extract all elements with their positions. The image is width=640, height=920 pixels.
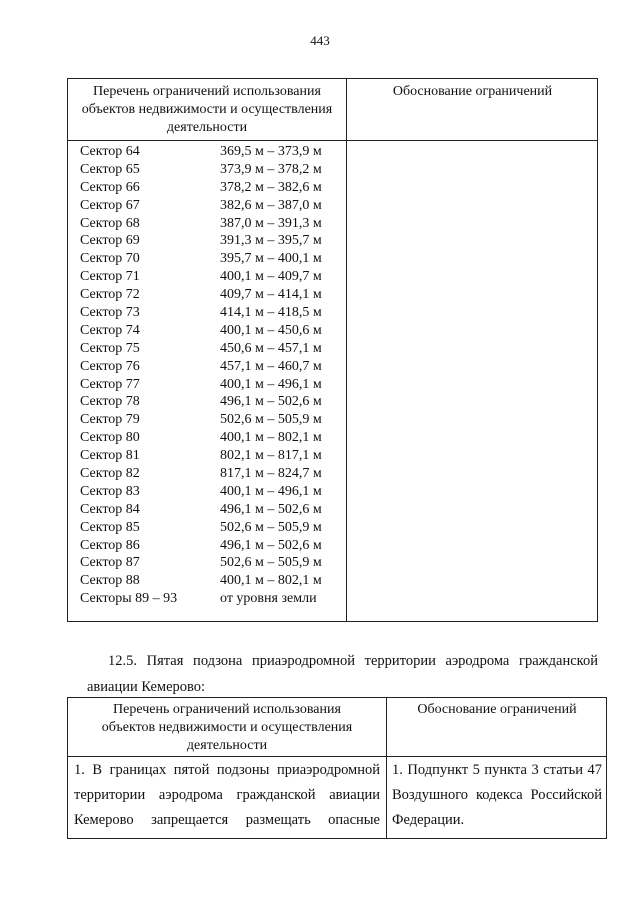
sector-height-range: 400,1 м – 496,1 м [220, 376, 322, 392]
justification-text [392, 758, 602, 833]
sector-row [80, 197, 344, 215]
sector-name: Сектор 80 [80, 430, 140, 446]
sector-name: Сектор 84 [80, 501, 140, 517]
sector-name: Сектор 77 [80, 376, 140, 392]
sector-name: Сектор 72 [80, 287, 140, 303]
sector-height-range: 802,1 м – 817,1 м [220, 448, 322, 464]
sector-height-range: 391,3 м – 395,7 м [220, 233, 322, 249]
header-divider [68, 756, 606, 757]
sector-height-range: 414,1 м – 418,5 м [220, 305, 322, 321]
sector-height-range: 496,1 м – 502,6 м [220, 394, 322, 410]
header-line: объектов недвижимости и осуществления [101, 720, 353, 735]
sector-height-range: 450,6 м – 457,1 м [220, 340, 322, 356]
sector-name: Сектор 74 [80, 322, 140, 338]
sector-row [80, 554, 344, 572]
sector-row [80, 393, 344, 411]
sector-row [80, 572, 344, 590]
text-line: территории аэродрома гражданской авиации [74, 787, 380, 803]
sector-row [80, 304, 344, 322]
sector-height-range: 400,1 м – 450,6 м [220, 322, 322, 338]
text-line: 1. В границах пятой подзоны приаэродромной [74, 762, 380, 778]
sector-name: Сектор 78 [80, 394, 140, 410]
sector-list [80, 143, 344, 608]
sector-height-range: 817,1 м – 824,7 м [220, 466, 322, 482]
restrictions-table-fifth-subzone [67, 697, 607, 839]
sector-row [80, 501, 344, 519]
sector-name: Сектор 87 [80, 555, 140, 571]
header-line: объектов недвижимости и осуществления [81, 102, 333, 117]
sector-row [80, 143, 344, 161]
header-line: Перечень ограничений использования [93, 84, 321, 99]
sector-height-range: 387,0 м – 391,3 м [220, 215, 322, 231]
sector-row [80, 447, 344, 465]
sector-height-range: 400,1 м – 802,1 м [220, 430, 322, 446]
text-line: Воздушного кодекса Российской [392, 787, 602, 803]
header-line: деятельности [186, 738, 268, 753]
column-divider [346, 79, 347, 621]
sector-name: Сектор 68 [80, 215, 140, 231]
page-number: 443 [310, 33, 330, 48]
sector-height-range: 502,6 м – 505,9 м [220, 412, 322, 428]
sector-name: Сектор 86 [80, 537, 140, 553]
sector-row [80, 161, 344, 179]
sector-height-range: 400,1 м – 496,1 м [220, 483, 322, 499]
sector-name: Сектор 71 [80, 269, 140, 285]
sector-height-range: 502,6 м – 505,9 м [220, 555, 322, 571]
sector-name: Сектор 79 [80, 412, 140, 428]
sector-height-range: 373,9 м – 378,2 м [220, 161, 322, 177]
sector-name: Сектор 70 [80, 251, 140, 267]
sector-row [80, 322, 344, 340]
sector-row [80, 286, 344, 304]
sector-row [80, 179, 344, 197]
sector-name: Сектор 73 [80, 305, 140, 321]
sector-name: Сектор 69 [80, 233, 140, 249]
sector-height-range: 496,1 м – 502,6 м [220, 537, 322, 553]
sector-name: Сектор 85 [80, 519, 140, 535]
text-line: 1. Подпункт 5 пункта 3 статьи 47 [392, 762, 602, 778]
sector-name: Сектор 65 [80, 161, 140, 177]
sector-row [80, 590, 344, 608]
sector-name: Сектор 83 [80, 483, 140, 499]
sector-height-range: 395,7 м – 400,1 м [220, 251, 322, 267]
sector-row [80, 340, 344, 358]
sector-name: Сектор 67 [80, 197, 140, 213]
header-restrictions-list [68, 701, 386, 755]
header-justification: Обоснование ограничений [392, 84, 553, 99]
sector-height-range: 409,7 м – 414,1 м [220, 287, 322, 303]
sector-height-range: от уровня земли [220, 591, 317, 607]
sector-row [80, 358, 344, 376]
sector-height-range: 496,1 м – 502,6 м [220, 501, 322, 517]
sector-row [80, 465, 344, 483]
text-line: Кемерово запрещается размещать опасные [74, 812, 380, 828]
sector-height-range: 400,1 м – 802,1 м [220, 573, 322, 589]
sector-name: Сектор 75 [80, 340, 140, 356]
sector-height-range: 400,1 м – 409,7 м [220, 269, 322, 285]
sector-height-range: 457,1 м – 460,7 м [220, 358, 322, 374]
header-line: Перечень ограничений использования [113, 702, 341, 717]
sector-row [80, 250, 344, 268]
sector-height-range: 369,5 м – 373,9 м [220, 144, 322, 159]
header-line: деятельности [166, 120, 248, 135]
sector-name: Сектор 82 [80, 466, 140, 482]
sector-row [80, 519, 344, 537]
sector-row [80, 483, 344, 501]
section-heading-line: авиации Кемерово: [87, 679, 206, 695]
sector-name: Сектор 64 [80, 144, 140, 159]
sector-row [80, 232, 344, 250]
sector-height-range: 502,6 м – 505,9 м [220, 519, 322, 535]
sector-row [80, 429, 344, 447]
restriction-text [74, 758, 380, 833]
sector-height-range: 382,6 м – 387,0 м [220, 197, 322, 213]
header-justification: Обоснование ограничений [417, 702, 577, 717]
sector-name: Сектор 88 [80, 573, 140, 589]
section-heading-line: 12.5. Пятая подзона приаэродромной территории аэродрома гражданской [108, 653, 598, 669]
sector-row [80, 376, 344, 394]
section-heading-12-5 [78, 648, 598, 700]
sector-row [80, 268, 344, 286]
header-restrictions-list [68, 83, 346, 137]
sector-row [80, 411, 344, 429]
sector-name: Сектор 66 [80, 179, 140, 195]
sector-row [80, 215, 344, 233]
sector-name: Секторы 89 – 93 [80, 591, 178, 607]
sector-row [80, 537, 344, 555]
text-line: Федерации. [392, 812, 465, 828]
sector-name: Сектор 81 [80, 448, 140, 464]
column-divider [386, 698, 387, 838]
sector-name: Сектор 76 [80, 358, 140, 374]
sector-height-range: 378,2 м – 382,6 м [220, 179, 322, 195]
header-divider [68, 140, 597, 141]
restrictions-table-sectors [67, 78, 598, 622]
